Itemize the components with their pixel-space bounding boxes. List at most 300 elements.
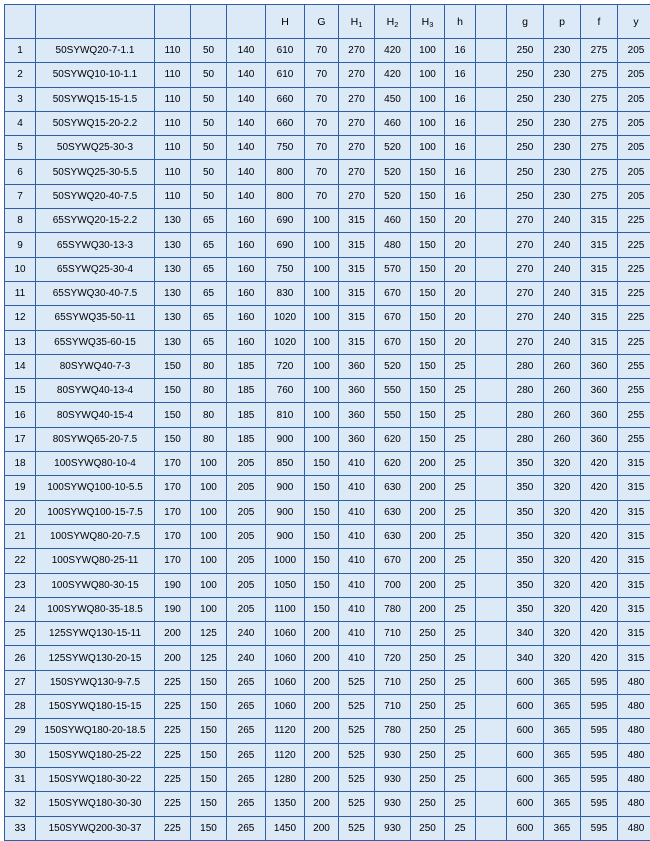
row-f: 315 — [581, 306, 618, 330]
row-H2: 710 — [375, 670, 411, 694]
row-blank — [476, 63, 507, 87]
row-f: 360 — [581, 379, 618, 403]
row-col-3: 160 — [227, 233, 266, 257]
row-H1: 315 — [339, 281, 375, 305]
row-H2: 700 — [375, 573, 411, 597]
row-f: 275 — [581, 39, 618, 63]
row-blank — [476, 476, 507, 500]
row-blank — [476, 257, 507, 281]
row-blank — [476, 719, 507, 743]
row-f: 315 — [581, 330, 618, 354]
row-H1: 315 — [339, 233, 375, 257]
row-index: 33 — [5, 816, 36, 840]
header-y: y — [618, 5, 650, 39]
table-row — [5, 379, 650, 403]
row-model: 80SYWQ40-13-4 — [36, 379, 155, 403]
row-h: 25 — [445, 573, 476, 597]
row-H3: 150 — [411, 379, 445, 403]
table-row — [5, 160, 650, 184]
row-H3: 250 — [411, 695, 445, 719]
row-H: 660 — [266, 111, 305, 135]
row-H3: 200 — [411, 476, 445, 500]
row-p: 240 — [544, 209, 581, 233]
row-H3: 150 — [411, 257, 445, 281]
row-h: 25 — [445, 403, 476, 427]
row-g: 270 — [507, 306, 544, 330]
row-blank — [476, 354, 507, 378]
row-h: 25 — [445, 719, 476, 743]
row-y: 205 — [618, 39, 650, 63]
table-row — [5, 111, 650, 135]
row-col-3: 265 — [227, 743, 266, 767]
row-index: 24 — [5, 597, 36, 621]
row-f: 595 — [581, 719, 618, 743]
row-blank — [476, 743, 507, 767]
row-col-2: 100 — [191, 573, 227, 597]
row-col-3: 185 — [227, 354, 266, 378]
row-y: 255 — [618, 379, 650, 403]
row-index: 29 — [5, 719, 36, 743]
row-H1: 270 — [339, 39, 375, 63]
row-H1: 270 — [339, 160, 375, 184]
header-col-3 — [227, 5, 266, 39]
row-G: 70 — [305, 136, 339, 160]
row-g: 350 — [507, 500, 544, 524]
row-col-1: 225 — [155, 816, 191, 840]
row-p: 365 — [544, 670, 581, 694]
row-g: 340 — [507, 622, 544, 646]
row-H: 1060 — [266, 695, 305, 719]
row-H: 1050 — [266, 573, 305, 597]
row-H1: 270 — [339, 136, 375, 160]
row-y: 225 — [618, 209, 650, 233]
row-f: 420 — [581, 500, 618, 524]
row-col-1: 170 — [155, 500, 191, 524]
row-H2: 460 — [375, 111, 411, 135]
row-H: 720 — [266, 354, 305, 378]
row-model: 65SYWQ30-13-3 — [36, 233, 155, 257]
row-col-2: 150 — [191, 767, 227, 791]
row-H3: 250 — [411, 743, 445, 767]
row-g: 600 — [507, 670, 544, 694]
row-col-3: 205 — [227, 549, 266, 573]
row-f: 420 — [581, 622, 618, 646]
row-h: 25 — [445, 622, 476, 646]
row-H2: 930 — [375, 792, 411, 816]
row-G: 100 — [305, 233, 339, 257]
row-H3: 250 — [411, 670, 445, 694]
row-index: 32 — [5, 792, 36, 816]
row-H2: 450 — [375, 87, 411, 111]
row-col-2: 100 — [191, 597, 227, 621]
row-H2: 620 — [375, 452, 411, 476]
table-row — [5, 719, 650, 743]
row-f: 275 — [581, 111, 618, 135]
row-H3: 200 — [411, 524, 445, 548]
row-G: 100 — [305, 209, 339, 233]
row-g: 350 — [507, 476, 544, 500]
row-H: 750 — [266, 257, 305, 281]
row-col-1: 225 — [155, 743, 191, 767]
row-H: 1350 — [266, 792, 305, 816]
row-H2: 930 — [375, 816, 411, 840]
row-h: 20 — [445, 233, 476, 257]
row-G: 70 — [305, 39, 339, 63]
row-blank — [476, 622, 507, 646]
row-f: 420 — [581, 549, 618, 573]
row-H3: 250 — [411, 767, 445, 791]
row-col-1: 130 — [155, 233, 191, 257]
row-g: 270 — [507, 281, 544, 305]
row-model: 80SYWQ40-15-4 — [36, 403, 155, 427]
row-blank — [476, 379, 507, 403]
row-p: 240 — [544, 330, 581, 354]
row-H3: 100 — [411, 111, 445, 135]
row-col-1: 225 — [155, 670, 191, 694]
row-G: 100 — [305, 257, 339, 281]
row-G: 100 — [305, 427, 339, 451]
row-index: 31 — [5, 767, 36, 791]
row-H3: 200 — [411, 549, 445, 573]
row-g: 250 — [507, 111, 544, 135]
row-H2: 930 — [375, 743, 411, 767]
header-p: p — [544, 5, 581, 39]
row-model: 100SYWQ80-30-15 — [36, 573, 155, 597]
row-G: 150 — [305, 452, 339, 476]
table-row — [5, 403, 650, 427]
row-col-1: 225 — [155, 767, 191, 791]
row-H3: 150 — [411, 330, 445, 354]
row-blank — [476, 597, 507, 621]
table-row — [5, 354, 650, 378]
row-H1: 410 — [339, 452, 375, 476]
row-model: 100SYWQ80-25-11 — [36, 549, 155, 573]
row-y: 225 — [618, 257, 650, 281]
row-model: 65SYWQ25-30-4 — [36, 257, 155, 281]
row-y: 255 — [618, 403, 650, 427]
row-col-1: 150 — [155, 379, 191, 403]
row-index: 28 — [5, 695, 36, 719]
row-p: 230 — [544, 160, 581, 184]
row-H1: 410 — [339, 500, 375, 524]
row-p: 230 — [544, 39, 581, 63]
row-p: 230 — [544, 111, 581, 135]
row-G: 100 — [305, 281, 339, 305]
row-h: 16 — [445, 184, 476, 208]
row-H2: 670 — [375, 330, 411, 354]
row-col-2: 80 — [191, 379, 227, 403]
row-G: 200 — [305, 695, 339, 719]
row-col-1: 170 — [155, 524, 191, 548]
row-index: 6 — [5, 160, 36, 184]
row-g: 280 — [507, 403, 544, 427]
row-f: 275 — [581, 160, 618, 184]
row-model: 100SYWQ80-35-18.5 — [36, 597, 155, 621]
table-row — [5, 670, 650, 694]
row-index: 26 — [5, 646, 36, 670]
row-index: 3 — [5, 87, 36, 111]
row-H: 1280 — [266, 767, 305, 791]
row-index: 13 — [5, 330, 36, 354]
row-H: 1020 — [266, 306, 305, 330]
row-col-1: 150 — [155, 403, 191, 427]
row-f: 420 — [581, 476, 618, 500]
row-col-1: 225 — [155, 719, 191, 743]
row-g: 250 — [507, 184, 544, 208]
row-g: 250 — [507, 136, 544, 160]
row-h: 16 — [445, 136, 476, 160]
row-index: 21 — [5, 524, 36, 548]
header-col-2 — [191, 5, 227, 39]
row-H1: 315 — [339, 209, 375, 233]
row-H1: 525 — [339, 792, 375, 816]
row-G: 150 — [305, 524, 339, 548]
table-row — [5, 233, 650, 257]
table-row — [5, 549, 650, 573]
row-h: 16 — [445, 39, 476, 63]
row-col-3: 205 — [227, 573, 266, 597]
row-f: 275 — [581, 184, 618, 208]
row-g: 250 — [507, 39, 544, 63]
row-h: 16 — [445, 160, 476, 184]
row-H1: 270 — [339, 63, 375, 87]
row-H1: 410 — [339, 476, 375, 500]
row-p: 260 — [544, 379, 581, 403]
row-col-1: 200 — [155, 622, 191, 646]
row-model: 150SYWQ180-30-22 — [36, 767, 155, 791]
row-y: 205 — [618, 160, 650, 184]
row-p: 230 — [544, 184, 581, 208]
row-blank — [476, 427, 507, 451]
row-G: 150 — [305, 549, 339, 573]
row-col-2: 100 — [191, 524, 227, 548]
row-h: 25 — [445, 524, 476, 548]
row-y: 255 — [618, 427, 650, 451]
table-row — [5, 281, 650, 305]
row-col-3: 140 — [227, 136, 266, 160]
row-p: 365 — [544, 695, 581, 719]
row-model: 125SYWQ130-15-11 — [36, 622, 155, 646]
row-index: 2 — [5, 63, 36, 87]
row-col-1: 130 — [155, 209, 191, 233]
row-H: 610 — [266, 39, 305, 63]
row-y: 315 — [618, 646, 650, 670]
row-index: 12 — [5, 306, 36, 330]
row-H3: 250 — [411, 719, 445, 743]
row-col-3: 205 — [227, 452, 266, 476]
row-model: 150SYWQ180-25-22 — [36, 743, 155, 767]
row-H3: 150 — [411, 184, 445, 208]
row-H2: 420 — [375, 39, 411, 63]
row-H3: 150 — [411, 233, 445, 257]
row-f: 315 — [581, 257, 618, 281]
row-H3: 250 — [411, 816, 445, 840]
row-H2: 420 — [375, 63, 411, 87]
row-blank — [476, 816, 507, 840]
row-G: 150 — [305, 597, 339, 621]
row-H: 760 — [266, 379, 305, 403]
row-col-3: 205 — [227, 597, 266, 621]
row-model: 125SYWQ130-20-15 — [36, 646, 155, 670]
row-col-3: 160 — [227, 330, 266, 354]
row-y: 315 — [618, 524, 650, 548]
row-y: 225 — [618, 281, 650, 305]
row-index: 5 — [5, 136, 36, 160]
table-row — [5, 209, 650, 233]
row-g: 350 — [507, 452, 544, 476]
row-g: 340 — [507, 646, 544, 670]
row-model: 50SYWQ15-20-2.2 — [36, 111, 155, 135]
row-y: 315 — [618, 597, 650, 621]
row-H3: 100 — [411, 87, 445, 111]
row-model: 50SYWQ15-15-1.5 — [36, 87, 155, 111]
row-model: 50SYWQ20-7-1.1 — [36, 39, 155, 63]
row-model: 150SYWQ180-15-15 — [36, 695, 155, 719]
row-G: 100 — [305, 306, 339, 330]
row-index: 22 — [5, 549, 36, 573]
row-y: 315 — [618, 549, 650, 573]
row-col-1: 130 — [155, 330, 191, 354]
row-G: 150 — [305, 500, 339, 524]
row-f: 420 — [581, 573, 618, 597]
row-f: 420 — [581, 597, 618, 621]
row-col-3: 240 — [227, 646, 266, 670]
row-h: 25 — [445, 743, 476, 767]
row-g: 270 — [507, 330, 544, 354]
table-row — [5, 136, 650, 160]
row-col-3: 265 — [227, 767, 266, 791]
row-g: 350 — [507, 597, 544, 621]
row-f: 275 — [581, 87, 618, 111]
row-H1: 315 — [339, 330, 375, 354]
row-col-3: 265 — [227, 816, 266, 840]
row-G: 100 — [305, 379, 339, 403]
row-col-2: 125 — [191, 646, 227, 670]
row-H1: 410 — [339, 573, 375, 597]
row-blank — [476, 500, 507, 524]
row-model: 150SYWQ200-30-37 — [36, 816, 155, 840]
row-f: 420 — [581, 524, 618, 548]
table-row — [5, 452, 650, 476]
header-H3: $H_3$ — [411, 5, 445, 39]
row-h: 25 — [445, 695, 476, 719]
row-H: 900 — [266, 500, 305, 524]
row-p: 260 — [544, 354, 581, 378]
row-col-1: 190 — [155, 597, 191, 621]
row-h: 20 — [445, 306, 476, 330]
row-col-2: 65 — [191, 306, 227, 330]
row-col-2: 125 — [191, 622, 227, 646]
row-blank — [476, 39, 507, 63]
row-g: 250 — [507, 63, 544, 87]
row-col-2: 150 — [191, 816, 227, 840]
row-col-1: 150 — [155, 427, 191, 451]
row-col-3: 205 — [227, 476, 266, 500]
row-H: 1100 — [266, 597, 305, 621]
row-col-2: 65 — [191, 330, 227, 354]
row-blank — [476, 573, 507, 597]
header-h: h — [445, 5, 476, 39]
row-y: 205 — [618, 87, 650, 111]
header-G: G — [305, 5, 339, 39]
row-blank — [476, 670, 507, 694]
row-col-3: 140 — [227, 87, 266, 111]
row-model: 80SYWQ40-7-3 — [36, 354, 155, 378]
row-blank — [476, 111, 507, 135]
row-model: 100SYWQ100-10-5.5 — [36, 476, 155, 500]
row-index: 9 — [5, 233, 36, 257]
row-G: 100 — [305, 403, 339, 427]
row-col-2: 150 — [191, 743, 227, 767]
row-blank — [476, 452, 507, 476]
row-model: 50SYWQ10-10-1.1 — [36, 63, 155, 87]
row-H: 1120 — [266, 719, 305, 743]
row-index: 10 — [5, 257, 36, 281]
table-row — [5, 257, 650, 281]
row-p: 365 — [544, 816, 581, 840]
row-index: 18 — [5, 452, 36, 476]
row-H2: 570 — [375, 257, 411, 281]
row-p: 240 — [544, 233, 581, 257]
row-H3: 150 — [411, 403, 445, 427]
row-H3: 150 — [411, 306, 445, 330]
row-f: 275 — [581, 63, 618, 87]
row-col-2: 65 — [191, 281, 227, 305]
row-blank — [476, 524, 507, 548]
row-H1: 315 — [339, 306, 375, 330]
row-col-1: 200 — [155, 646, 191, 670]
table-row — [5, 743, 650, 767]
row-blank — [476, 87, 507, 111]
row-g: 600 — [507, 767, 544, 791]
row-H: 1120 — [266, 743, 305, 767]
row-blank — [476, 792, 507, 816]
row-H3: 200 — [411, 597, 445, 621]
row-y: 315 — [618, 500, 650, 524]
row-f: 595 — [581, 816, 618, 840]
table-row — [5, 500, 650, 524]
row-p: 240 — [544, 306, 581, 330]
row-p: 260 — [544, 427, 581, 451]
row-y: 225 — [618, 330, 650, 354]
row-p: 230 — [544, 136, 581, 160]
row-p: 320 — [544, 524, 581, 548]
row-p: 320 — [544, 500, 581, 524]
row-col-1: 130 — [155, 257, 191, 281]
row-model: 150SYWQ180-30-30 — [36, 792, 155, 816]
row-col-3: 140 — [227, 39, 266, 63]
row-col-2: 65 — [191, 233, 227, 257]
header-col-1 — [155, 5, 191, 39]
row-col-2: 100 — [191, 476, 227, 500]
row-col-2: 150 — [191, 792, 227, 816]
row-model: 50SYWQ25-30-5.5 — [36, 160, 155, 184]
row-H: 800 — [266, 160, 305, 184]
row-p: 320 — [544, 646, 581, 670]
row-H1: 360 — [339, 427, 375, 451]
row-col-1: 110 — [155, 111, 191, 135]
row-H2: 670 — [375, 306, 411, 330]
row-H: 610 — [266, 63, 305, 87]
table-row — [5, 87, 650, 111]
row-H1: 410 — [339, 524, 375, 548]
row-f: 360 — [581, 354, 618, 378]
row-y: 480 — [618, 792, 650, 816]
row-y: 315 — [618, 622, 650, 646]
row-G: 200 — [305, 743, 339, 767]
table-row — [5, 184, 650, 208]
row-H2: 670 — [375, 549, 411, 573]
